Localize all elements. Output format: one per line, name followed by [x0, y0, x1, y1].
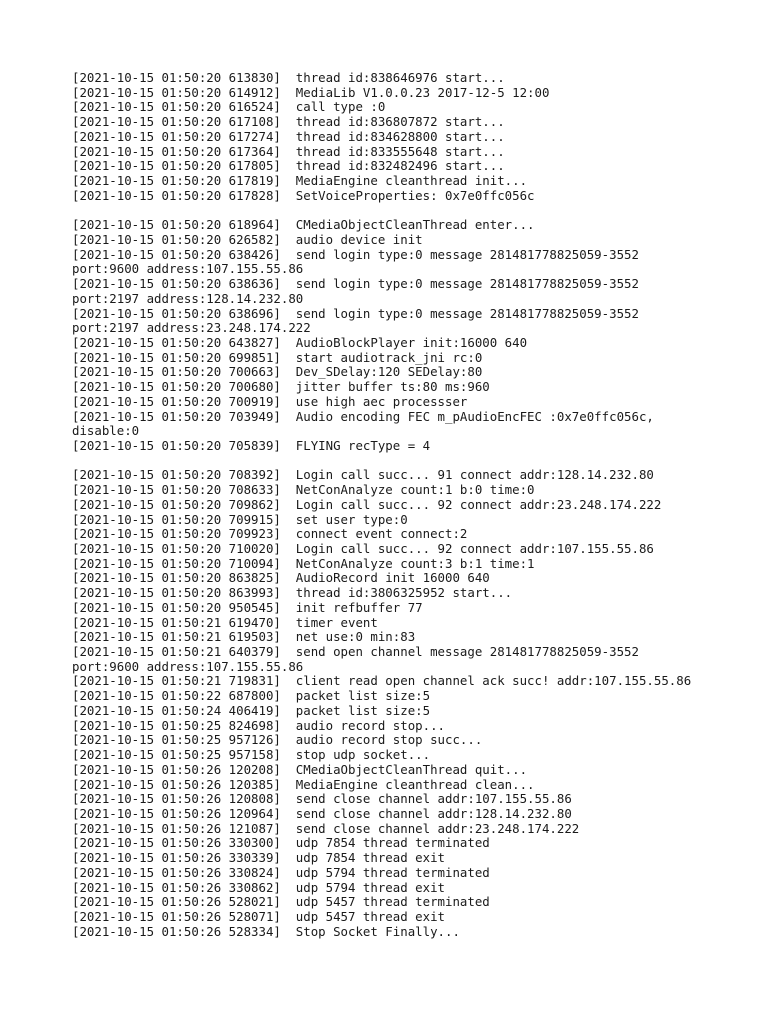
log-blank-line [72, 203, 712, 218]
log-line: [2021-10-15 01:50:20 700680] jitter buffer ts:80 ms:960 [72, 379, 490, 395]
log-line: [2021-10-15 01:50:20 638636] send login type:0 message 281481778825059-3552 [72, 276, 639, 292]
log-line: [2021-10-15 01:50:26 120385] MediaEngine cleanthread clean... [72, 776, 535, 792]
log-line: [2021-10-15 01:50:20 709923] connect event connect:2 [72, 526, 468, 542]
log-line: [2021-10-15 01:50:20 618964] CMediaObjectCleanThread enter... [72, 217, 535, 233]
log-line: port:9600 address:107.155.55.86 [72, 261, 304, 277]
log-line: [2021-10-15 01:50:20 626582] audio device init [72, 231, 423, 247]
log-line: [2021-10-15 01:50:20 863825] AudioRecord init 16000 640 [72, 570, 490, 586]
log-line: [2021-10-15 01:50:20 617828] SetVoiceProperties: 0x7e0ffc056c [72, 187, 535, 203]
log-line: [2021-10-15 01:50:20 950545] init refbuffer 77 [72, 599, 423, 615]
log-line: port:2197 address:23.248.174.222 [72, 320, 311, 336]
log-blank-line [72, 454, 712, 469]
log-line: [2021-10-15 01:50:20 708392] Login call succ... 91 connect addr:128.14.232.80 [72, 467, 654, 483]
log-line: port:9600 address:107.155.55.86 [72, 658, 304, 674]
log-line: [2021-10-15 01:50:26 121087] send close channel addr:23.248.174.222 [72, 820, 580, 836]
log-line: [2021-10-15 01:50:21 719831] client read open channel ack succ! addr:107.155.55.86 [72, 673, 692, 689]
log-line: [2021-10-15 01:50:20 705839] FLYING recType = 4 [72, 437, 431, 453]
log-line: [2021-10-15 01:50:20 638696] send login type:0 message 281481778825059-3552 [72, 305, 639, 321]
log-line: [2021-10-15 01:50:25 824698] audio record stop... [72, 717, 445, 733]
log-text [72, 71, 712, 939]
log-line: [2021-10-15 01:50:20 700663] Dev_SDelay:120 SEDelay:80 [72, 364, 483, 380]
log-line: [2021-10-15 01:50:20 643827] AudioBlockPlayer init:16000 640 [72, 334, 528, 350]
log-line: [2021-10-15 01:50:21 640379] send open channel message 281481778825059-3552 [72, 644, 639, 660]
log-line: [2021-10-15 01:50:20 863993] thread id:3806325952 start... [72, 585, 513, 601]
log-line: [2021-10-15 01:50:26 330300] udp 7854 thread terminated [72, 835, 490, 851]
log-line: [2021-10-15 01:50:20 708633] NetConAnalyze count:1 b:0 time:0 [72, 482, 535, 498]
log-line: [2021-10-15 01:50:25 957158] stop udp socket... [72, 747, 431, 763]
log-line: [2021-10-15 01:50:20 638426] send login type:0 message 281481778825059-3552 [72, 246, 639, 262]
log-line: [2021-10-15 01:50:26 120208] CMediaObjectCleanThread quit... [72, 761, 528, 777]
log-line: [2021-10-15 01:50:20 616524] call type :0 [72, 99, 386, 115]
log-line: [2021-10-15 01:50:26 528334] Stop Socket Finally... [72, 923, 460, 939]
log-line: [2021-10-15 01:50:26 330339] udp 7854 thread exit [72, 850, 445, 866]
log-line: [2021-10-15 01:50:20 617364] thread id:833555648 start... [72, 143, 505, 159]
log-line: [2021-10-15 01:50:22 687800] packet list size:5 [72, 688, 431, 704]
log-line: [2021-10-15 01:50:20 710020] Login call succ... 92 connect addr:107.155.55.86 [72, 541, 654, 556]
log-line: [2021-10-15 01:50:20 703949] Audio encoding FEC m_pAudioEncFEC :0x7e0ffc056c, [72, 408, 654, 424]
log-line: [2021-10-15 01:50:21 619503] net use:0 min:83 [72, 629, 416, 645]
log-line: [2021-10-15 01:50:24 406419] packet list size:5 [72, 702, 431, 718]
log-line: [2021-10-15 01:50:26 330824] udp 5794 thread terminated [72, 864, 490, 880]
log-line: [2021-10-15 01:50:20 617108] thread id:836807872 start... [72, 114, 505, 130]
log-line: [2021-10-15 01:50:26 120964] send close channel addr:128.14.232.80 [72, 805, 572, 821]
log-line: [2021-10-15 01:50:21 619470] timer event [72, 614, 378, 630]
log-line: [2021-10-15 01:50:20 617819] MediaEngine cleanthread init... [72, 173, 528, 189]
log-line: [2021-10-15 01:50:26 120808] send close channel addr:107.155.55.86 [72, 791, 572, 807]
log-line: port:2197 address:128.14.232.80 [72, 290, 304, 306]
log-line: [2021-10-15 01:50:26 528021] udp 5457 thread terminated [72, 894, 490, 910]
log-line: disable:0 [72, 423, 140, 439]
log-line: [2021-10-15 01:50:25 957126] audio record stop succ... [72, 732, 483, 748]
log-line: [2021-10-15 01:50:20 613830] thread id:838646976 start... [72, 70, 505, 85]
log-line: [2021-10-15 01:50:20 617274] thread id:834628800 start... [72, 128, 505, 144]
log-line: [2021-10-15 01:50:20 699851] start audiotrack_jni rc:0 [72, 349, 483, 365]
log-line: [2021-10-15 01:50:20 709862] Login call succ... 92 connect addr:23.248.174.222 [72, 496, 662, 512]
log-line: [2021-10-15 01:50:20 700919] use high aec processser [72, 393, 468, 409]
log-line: [2021-10-15 01:50:20 709915] set user type:0 [72, 511, 408, 527]
log-line: [2021-10-15 01:50:26 330862] udp 5794 thread exit [72, 879, 445, 895]
log-line: [2021-10-15 01:50:20 614912] MediaLib V1.0.0.23 2017-12-5 12:00 [72, 84, 550, 100]
log-line: [2021-10-15 01:50:26 528071] udp 5457 thread exit [72, 908, 445, 924]
log-line: [2021-10-15 01:50:20 710094] NetConAnalyze count:3 b:1 time:1 [72, 555, 535, 571]
log-line: [2021-10-15 01:50:20 617805] thread id:832482496 start... [72, 158, 505, 174]
